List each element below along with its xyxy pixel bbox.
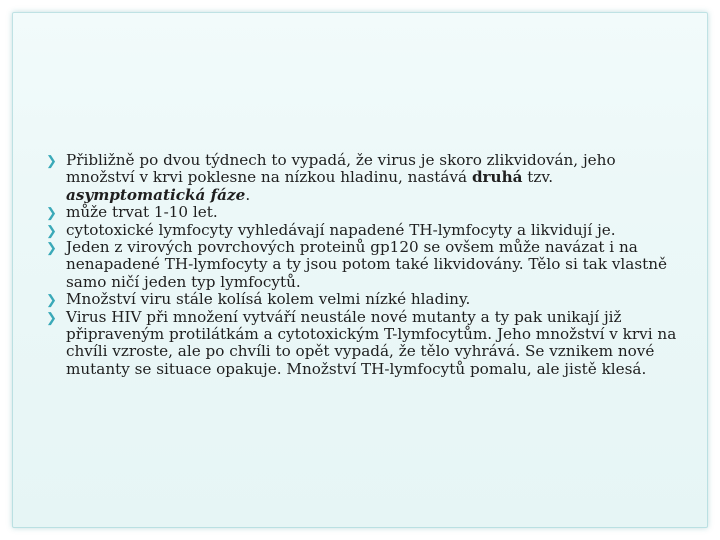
bullet-item xyxy=(46,309,686,379)
bullet-text: Přibližně po dvou týdnech to vypadá, že virus je skoro zlikvidován, jeho množství v krvi poklesne na nízkou hladinu, nastává xyxy=(66,151,616,187)
bullet-list xyxy=(46,152,686,378)
bullet-text: může trvat 1-10 let. xyxy=(66,203,218,222)
diamond-bullet-icon: ❯ xyxy=(46,206,57,222)
diamond-bullet-icon: ❯ xyxy=(46,223,57,239)
diamond-bullet-icon: ❯ xyxy=(46,293,57,309)
bullet-text: druhá xyxy=(471,168,523,187)
bullet-item xyxy=(46,239,686,291)
diamond-bullet-icon: ❯ xyxy=(46,310,57,326)
diamond-bullet-icon: ❯ xyxy=(46,154,57,169)
bullet-text: . xyxy=(245,185,251,204)
bullet-text: cytotoxické lymfocyty vyhledávají napadené TH-lymfocyty a likvidují je. xyxy=(66,220,616,239)
diamond-bullet-icon: ❯ xyxy=(46,241,57,257)
bullet-text: tzv. xyxy=(522,168,554,187)
bullet-item xyxy=(46,291,686,308)
bullet-item xyxy=(46,222,686,239)
bullet-text: Množství viru stále kolísá kolem velmi nízké hladiny. xyxy=(66,290,471,309)
bullet-text: Virus HIV při množení vytváří neustále nové mutanty a ty pak unikají již připraveným protilátkám a cytotoxickým T-lymfocytům. Jeho množství v krvi na chvíli vzroste, ale po chvíli to opět vypadá, že tělo vyhrává. Se vznikem nové mutanty se situace opakuje. Množství TH-lymfocytů pomalu, ale jistě klesá. xyxy=(66,307,677,378)
bullet-item xyxy=(46,152,686,204)
bullet-item xyxy=(46,204,686,221)
bullet-text: asymptomatická fáze xyxy=(66,185,246,204)
bullet-text: Jeden z virových povrchových proteinů gp120 se ovšem může navázat i na nenapadené TH-lymfocyty a ty jsou potom také likvidovány. Tělo si tak vlastně samo ničí jeden typ lymfocytů. xyxy=(66,238,668,291)
